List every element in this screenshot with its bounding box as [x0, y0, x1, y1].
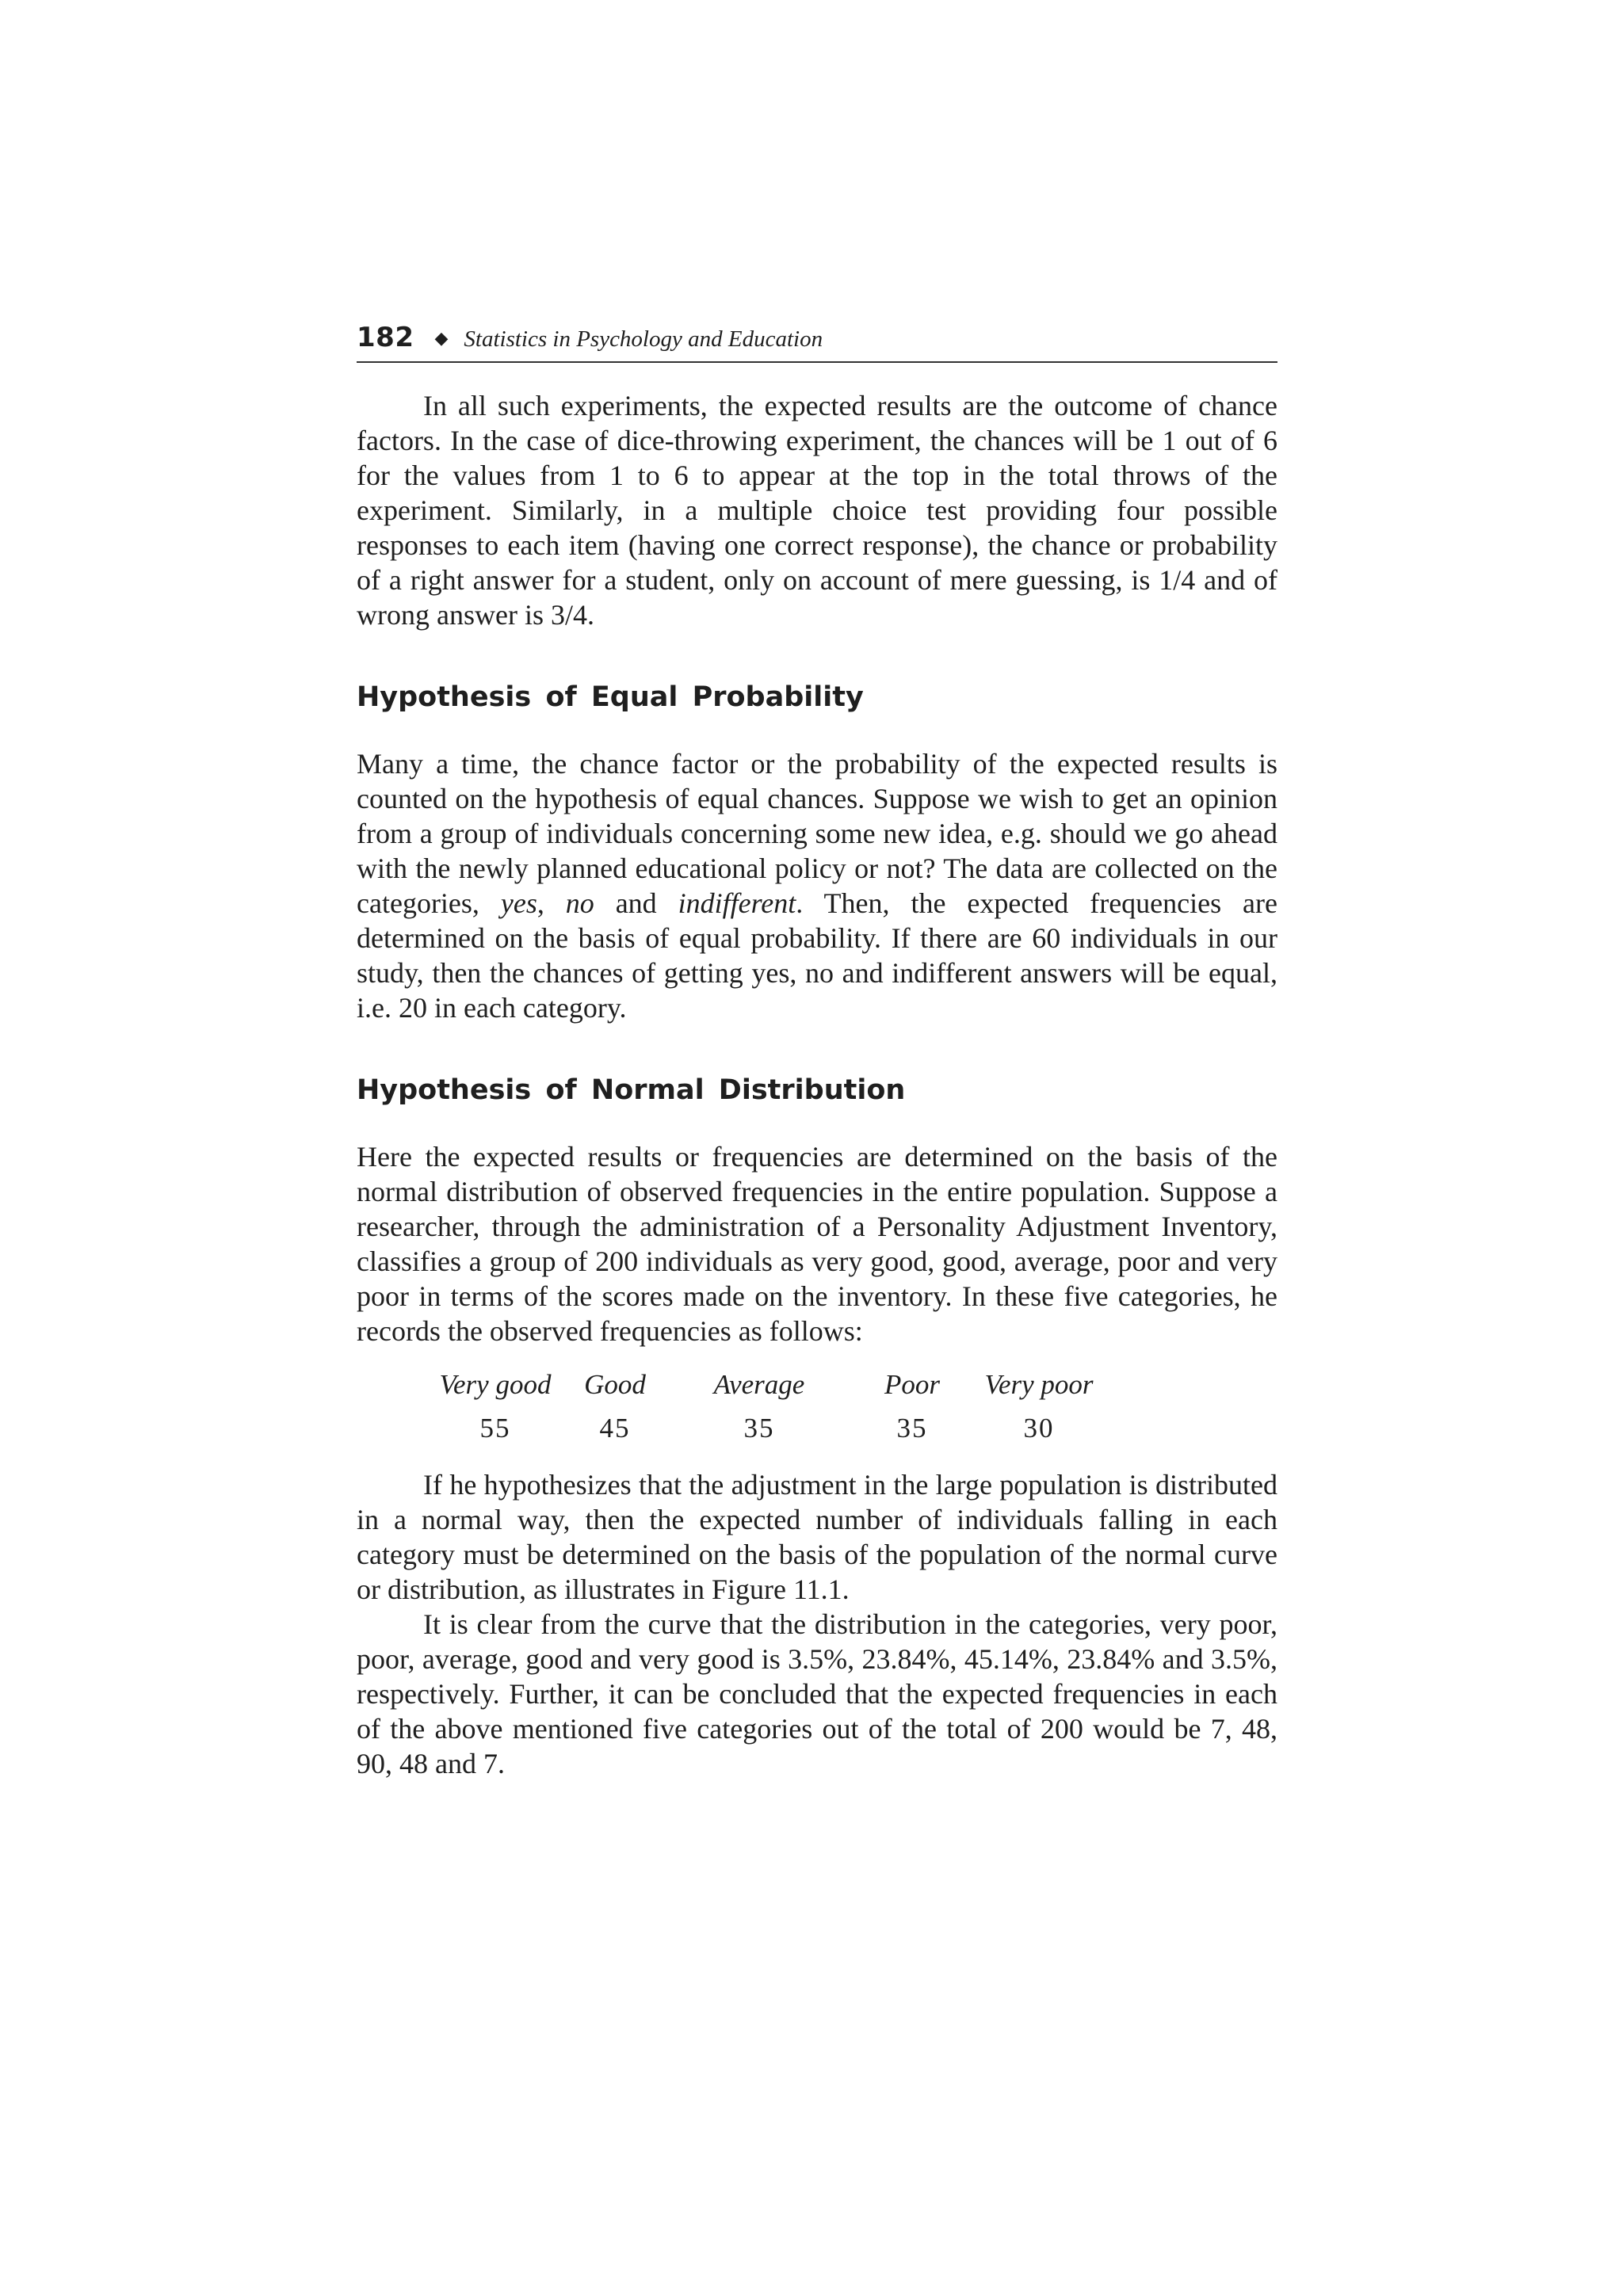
- value-good: 45: [599, 1413, 631, 1444]
- equal-probability-paragraph: [357, 746, 1277, 1025]
- heading-normal-distribution: Hypothesis of Normal Distribution: [357, 1074, 906, 1106]
- normal-paragraph-2: If he hypothesizes that the adjustment in the large population is distributed in a normal way, then the expected number of individuals falling in each category must be determined on the basis of the population of the normal curve or distribution, as illustrates in Figure 11.1.: [357, 1469, 1277, 1605]
- heading-equal-probability: Hypothesis of Equal Probability: [357, 681, 864, 713]
- equal-text-1: Many a time, the chance factor or the probability of the expected results is counted on the hypothesis of equal chances. Suppose we wish to get an opinion from a group of individuals concerning some new idea, e.g. should we go ahead with the newly planned educational policy or not? The data are collected on the categories,: [357, 748, 1277, 919]
- equal-text-3: and: [594, 887, 678, 919]
- normal-paragraph-3: It is clear from the curve that the distribution in the categories, very poor, poor, average, good and very good is 3.5%, 23.84%, 45.14%, 23.84% and 3.5%, respectively. Further, it can be concluded that the expected frequencies in each of the above mentioned five categories out of the total of 200 would be 7, 48, 90, 48 and 7.: [357, 1608, 1277, 1779]
- equal-text-4: . Then, the expected frequencies are determined on the basis of equal probability. If there are 60 individuals in our study, then the chances of getting yes, no and indifferent answers will be equal, i.e. 20 in each category.: [357, 887, 1278, 1024]
- table-row: [434, 1405, 1098, 1451]
- normal-paragraph-1: Here the expected results or frequencies are determined on the basis of the normal distribution of observed frequencies in the entire population. Suppose a researcher, through the administration of a Personality Adjustment Inventory, classifies a group of 200 individuals as very good, good, average, poor and very poor in terms of the scores made on the inventory. In these five categories, he records the observed frequencies as follows:: [357, 1141, 1277, 1347]
- value-very-poor: 30: [1023, 1413, 1055, 1444]
- header-very-poor: Very poor: [984, 1369, 1094, 1400]
- book-title: Statistics in Psychology and Education: [464, 326, 823, 352]
- header-very-good: Very good: [439, 1369, 552, 1400]
- observed-frequency-table: [434, 1364, 1098, 1451]
- diamond-icon: ◆: [434, 329, 449, 349]
- running-header: [357, 322, 1277, 363]
- header-average: Average: [713, 1369, 805, 1400]
- table-header-row: [434, 1364, 1098, 1405]
- term-no: no: [565, 887, 594, 919]
- term-indifferent: indifferent: [678, 887, 796, 919]
- value-poor: 35: [896, 1413, 928, 1444]
- term-yes: yes: [500, 887, 537, 919]
- header-poor: Poor: [884, 1369, 940, 1400]
- equal-text-2: ,: [537, 887, 566, 919]
- page-number: 182: [357, 322, 414, 353]
- book-page: [357, 322, 1277, 1781]
- intro-paragraph: In all such experiments, the expected results are the outcome of chance factors. In the case of dice-throwing experiment, the chances will be 1 out of 6 for the values from 1 to 6 to appear at the top in the total throws of the experiment. Similarly, in a multiple choice test providing four possible responses to each item (having one correct response), the chance or probability of a right answer for a student, only on account of mere guessing, is 1/4 and of wrong answer is 3/4.: [357, 390, 1277, 631]
- header-good: Good: [584, 1369, 646, 1400]
- value-very-good: 55: [479, 1413, 511, 1444]
- value-average: 35: [743, 1413, 775, 1444]
